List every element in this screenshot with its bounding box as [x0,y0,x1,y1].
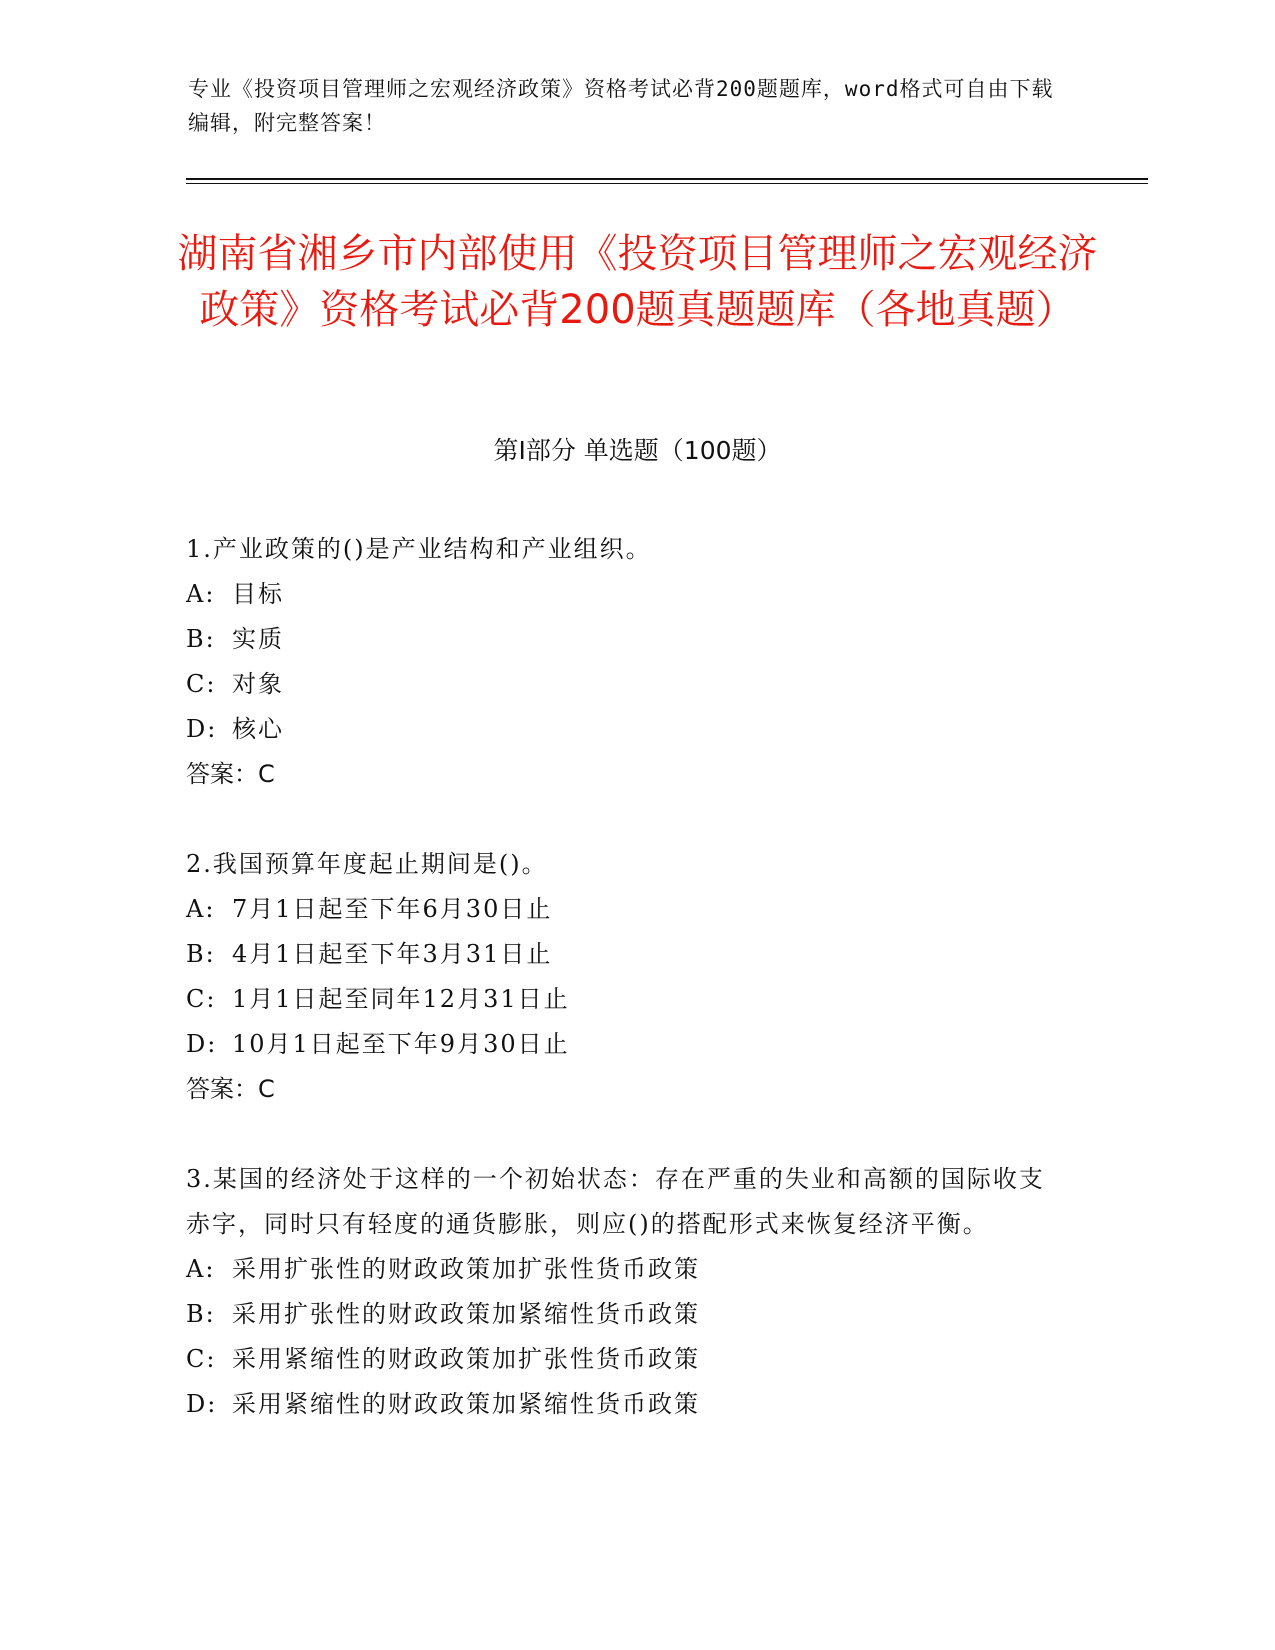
option-letter: C: [186,670,217,698]
option-a [186,887,1066,932]
option-letter: C: [186,985,217,1013]
question-stem: 3.某国的经济处于这样的一个初始状态：存在严重的失业和高额的国际收支赤字，同时只有轻度的通货膨胀，则应()的搭配形式来恢复经济平衡。 [186,1165,1045,1238]
option-letter: D: [186,715,218,743]
option-d [186,1382,1066,1427]
question-1 [186,527,1066,797]
option-letter: B: [186,940,216,968]
option-c [186,977,1066,1022]
option-text: 实质 [232,625,284,653]
question-3 [186,1157,1066,1427]
option-text: 对象 [232,670,284,698]
question-stem: 2.我国预算年度起止期间是()。 [186,850,548,878]
option-d [186,707,1066,752]
option-c [186,1337,1066,1382]
option-text: 采用紧缩性的财政政策加紧缩性货币政策 [232,1390,700,1418]
option-letter: A: [186,895,216,923]
option-text: 10月1日起至下年9月30日止 [232,1030,570,1058]
option-letter: A: [186,1255,216,1283]
option-text: 4月1日起至下年3月31日止 [232,940,553,968]
option-a [186,572,1066,617]
header-rule-thick [186,178,1148,180]
document-title: 湖南省湘乡市内部使用《投资项目管理师之宏观经济政策》资格考试必背200题真题题库（各地真题） [177,231,1098,333]
question-stem: 1.产业政策的()是产业结构和产业组织。 [186,535,652,563]
header-rule-thin [186,183,1148,184]
option-text: 采用紧缩性的财政政策加扩张性货币政策 [232,1345,700,1373]
option-letter: B: [186,625,216,653]
option-text: 目标 [232,580,284,608]
option-text: 1月1日起至同年12月31日止 [232,985,570,1013]
option-letter: C: [186,1345,217,1373]
option-text: 7月1日起至下年6月30日止 [232,895,553,923]
option-text: 核心 [232,715,284,743]
option-text: 采用扩张性的财政政策加紧缩性货币政策 [232,1300,700,1328]
question-2 [186,842,1066,1112]
option-b [186,932,1066,977]
option-letter: D: [186,1390,218,1418]
section-heading: 第Ⅰ部分 单选题（100题） [493,436,782,465]
header-note: 专业《投资项目管理师之宏观经济政策》资格考试必背200题题库，word格式可自由下载编辑，附完整答案！ [188,77,1054,135]
option-text: 采用扩张性的财政政策加扩张性货币政策 [232,1255,700,1283]
option-letter: A: [186,580,216,608]
question-list [186,527,1066,1472]
answer-line: 答案：C [186,760,275,788]
option-letter: B: [186,1300,216,1328]
answer-line: 答案：C [186,1075,275,1103]
option-d [186,1022,1066,1067]
option-letter: D: [186,1030,218,1058]
option-b [186,1292,1066,1337]
option-a [186,1247,1066,1292]
option-b [186,617,1066,662]
option-c [186,662,1066,707]
